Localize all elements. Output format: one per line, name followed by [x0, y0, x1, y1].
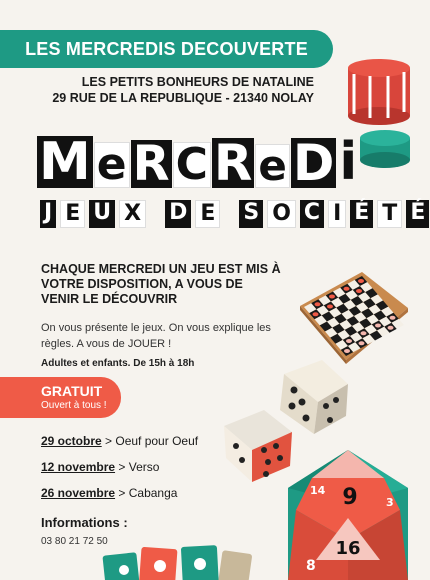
event-game: > Oeuf pour Oeuf — [101, 434, 199, 448]
subtitle-letter: É — [406, 200, 429, 228]
title-letter: D — [292, 134, 335, 192]
event-item — [41, 460, 159, 474]
d20-icon — [288, 448, 410, 580]
title-letter: i — [339, 132, 358, 192]
event-date: 26 novembre — [41, 486, 116, 500]
gratuit-badge — [0, 377, 121, 418]
svg-text:16: 16 — [335, 538, 361, 559]
subtitle-letter: J — [40, 200, 56, 228]
svg-text:14: 14 — [310, 484, 326, 497]
event-game: > Verso — [115, 460, 160, 474]
svg-text:9: 9 — [342, 485, 358, 510]
subtitle-letter: X — [119, 200, 146, 228]
venue-block — [52, 74, 314, 106]
checker-piece — [344, 349, 350, 353]
event-game: > Cabanga — [115, 486, 178, 500]
subtitle-letter: O — [267, 200, 296, 228]
checker-piece — [359, 341, 365, 345]
svg-text:8: 8 — [306, 558, 316, 574]
event-date: 29 octobre — [41, 434, 102, 448]
title-letter: C — [173, 142, 211, 188]
gratuit-subtitle: Ouvert à tous ! — [41, 399, 107, 411]
event-item — [41, 486, 177, 500]
description-text: On vous présente le jeux. On vous explique les règles. A vous de JOUER ! — [41, 322, 271, 350]
event-date: 12 novembre — [41, 460, 116, 474]
title-letter: e — [94, 142, 130, 188]
checker-piece — [375, 324, 381, 328]
subtitle-letter: I — [328, 200, 346, 228]
subtitle-letter: D — [165, 200, 191, 228]
subtitle-letter: U — [89, 200, 115, 228]
checker-piece — [346, 339, 352, 343]
subtitle-letter: S — [239, 200, 263, 228]
playing-cards-icon — [100, 540, 250, 580]
subtitle-letter: C — [300, 200, 324, 228]
subtitle-letter: E — [195, 200, 220, 228]
checker-piece — [315, 302, 321, 306]
checker-piece — [313, 312, 319, 316]
checkers-board-icon — [292, 268, 410, 364]
checker-piece — [356, 289, 362, 293]
info-heading: Informations : — [41, 515, 128, 530]
top-banner — [0, 30, 333, 68]
title-letter: R — [213, 134, 253, 192]
page-title — [37, 124, 360, 192]
venue-address: 29 RUE DE LA REPUBLIQUE - 21340 NOLAY — [52, 91, 314, 105]
checker-piece — [361, 331, 367, 335]
checker-piece — [358, 279, 364, 283]
hours-text: Adultes et enfants. De 15h à 18h — [41, 358, 195, 369]
page-subtitle — [40, 200, 430, 228]
checker-piece — [388, 326, 394, 330]
checker-piece — [390, 316, 396, 320]
checker-piece — [327, 305, 333, 309]
title-letter: e — [255, 144, 290, 188]
intro-text: CHAQUE MERCREDI UN JEU EST MIS À VOTRE DISPOSITION, A VOUS DE VENIR LE DÉCOUVRIR — [41, 262, 281, 306]
title-letter: R — [132, 136, 170, 192]
title-letter: M — [39, 132, 91, 192]
gratuit-title: GRATUIT — [41, 382, 103, 399]
checker-piece — [329, 295, 335, 299]
svg-text:3: 3 — [386, 496, 394, 509]
subtitle-letter: É — [350, 200, 373, 228]
checker-piece — [344, 287, 350, 291]
subtitle-letter: E — [60, 200, 85, 228]
venue-name: LES PETITS BONHEURS DE NATALINE — [81, 75, 314, 89]
subtitle-letter: T — [377, 200, 402, 228]
event-item — [41, 434, 198, 448]
banner-title: LES MERCREDIS DECOUVERTE — [25, 38, 308, 59]
info-phone: 03 80 21 72 50 — [41, 536, 108, 547]
